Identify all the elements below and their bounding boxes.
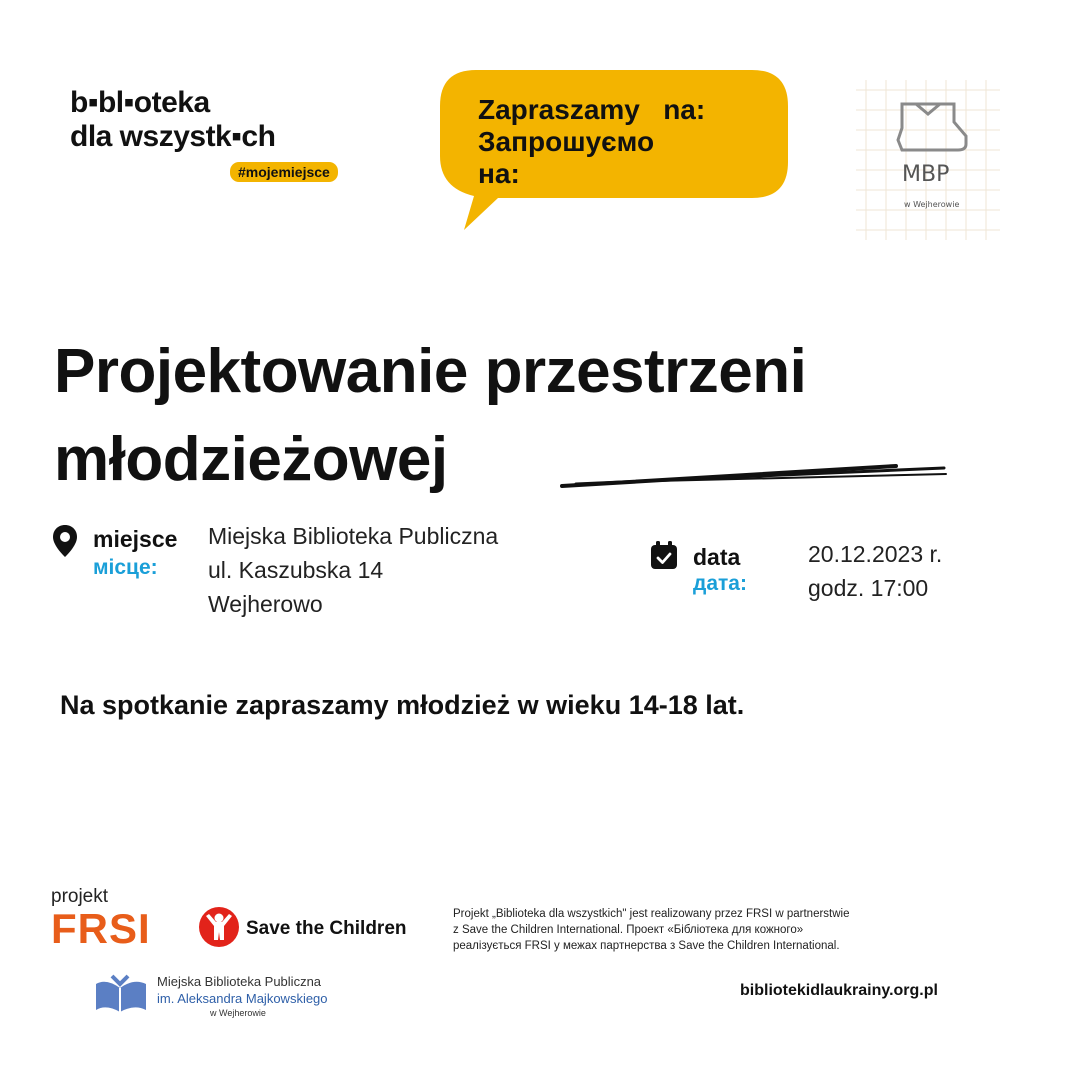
date-label-pl: data	[693, 544, 741, 570]
projekt-label: projekt	[51, 886, 109, 907]
partnership-note	[453, 906, 993, 954]
mbp-name-line-3: w Wejherowie	[210, 1008, 266, 1018]
mbp-name-line-2: im. Aleksandra Majkowskiego	[157, 991, 328, 1006]
place-line-1: Miejska Biblioteka Publiczna	[208, 523, 499, 549]
logo-line-1: b▪bl▪oteka	[70, 86, 210, 119]
date-value	[808, 537, 942, 605]
location-pin-icon	[52, 524, 78, 558]
note-line-3: реалізується FRSI у межах партнерства з Save the Children International.	[453, 940, 840, 952]
library-logo	[70, 86, 275, 154]
place-label-ua: місце:	[93, 556, 158, 579]
date-label-ua: дата:	[693, 572, 747, 595]
bubble-line-2: Запрошуємо	[478, 126, 655, 157]
calendar-icon	[650, 540, 678, 570]
place-line-2: ul. Kaszubska 14	[208, 557, 384, 583]
marker-scribble	[556, 456, 956, 496]
book-icon	[846, 70, 1010, 246]
invite-heading	[478, 94, 705, 190]
place-value	[208, 519, 498, 621]
frsi-logo: FRSI	[51, 905, 151, 952]
date-line-1: 20.12.2023 r.	[808, 541, 943, 567]
place-label-pl: miejsce	[93, 526, 178, 552]
hashtag-badge: #mojemiejsce	[230, 162, 338, 182]
mbp-book-icon	[92, 970, 150, 1018]
save-the-children-icon	[198, 906, 240, 948]
date-line-2: godz. 17:00	[808, 575, 929, 601]
emblem-city: w Wejherowie	[904, 200, 960, 209]
title-line-2: młodzieżowej	[54, 425, 448, 494]
mbp-name-line-1: Miejska Biblioteka Publiczna	[157, 974, 322, 989]
bubble-line-3: на:	[478, 158, 520, 189]
emblem-abbr: MBP	[902, 162, 950, 187]
logo-line-2: dla wszystk▪ch	[70, 120, 276, 153]
save-the-children-label: Save the Children	[246, 918, 407, 939]
title-line-1: Projektowanie przestrzeni	[54, 337, 807, 406]
mbp-emblem	[846, 70, 1010, 246]
audience-note: Na spotkanie zapraszamy młodzież w wieku 14-18 lat.	[60, 690, 745, 720]
place-line-3: Wejherowo	[208, 591, 323, 617]
note-line-1: Projekt „Biblioteka dla wszystkich" jest realizowany przez FRSI w partnerstwie	[453, 908, 850, 920]
website-link[interactable]: bibliotekidlaukrainy.org.pl	[740, 982, 938, 999]
note-line-2: z Save the Children International. Проект «Бібліотека для кожного»	[453, 924, 804, 936]
bubble-line-1: Zapraszamy na:	[478, 94, 706, 125]
